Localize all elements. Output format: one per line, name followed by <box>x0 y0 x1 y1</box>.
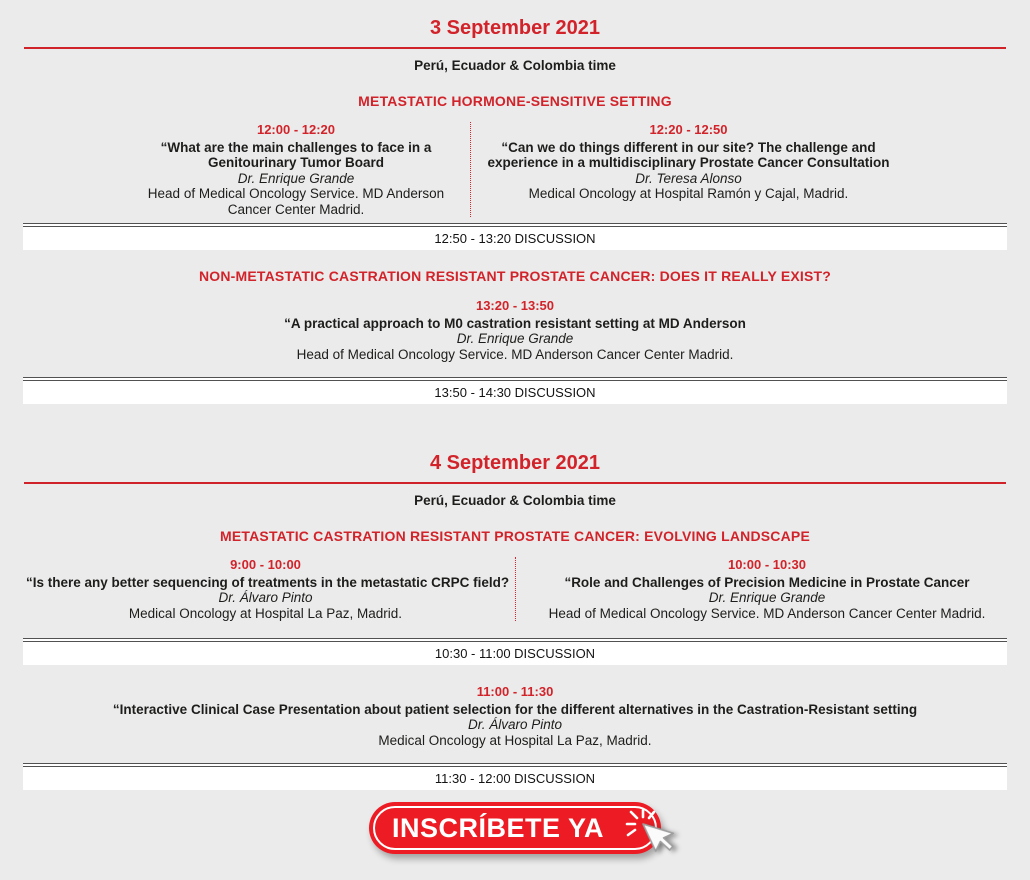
session-time: 12:20 - 12:50 <box>649 122 728 137</box>
timezone-label: Perú, Ecuador & Colombia time <box>414 58 616 73</box>
session-title: “What are the main challenges to face in a Genitourinary Tumor Board <box>160 139 432 170</box>
session-title: “Role and Challenges of Precision Medicine in Prostate Cancer <box>564 574 970 590</box>
session-speaker: Dr. Álvaro Pinto <box>467 717 563 732</box>
day-section-2 <box>0 451 1030 790</box>
session-row <box>0 122 1030 217</box>
track-heading: NON-METASTATIC CASTRATION RESISTANT PROSTATE CANCER: DOES IT REALLY EXIST? <box>198 268 832 284</box>
session-affiliation: Head of Medical Oncology Service. MD Anderson Cancer Center Madrid. <box>147 186 445 217</box>
session-speaker: Dr. Enrique Grande <box>708 590 826 605</box>
day-section-1 <box>0 16 1030 404</box>
session-row <box>0 557 1030 621</box>
click-burst-icon <box>627 810 654 835</box>
discussion-bar: 10:30 - 11:00 DISCUSSION <box>23 638 1007 665</box>
session-affiliation: Medical Oncology at Hospital La Paz, Madrid. <box>128 605 403 621</box>
register-label: INSCRÍBETE YA <box>391 812 605 843</box>
discussion-bar: 13:50 - 14:30 DISCUSSION <box>23 377 1007 404</box>
session-time: 11:00 - 11:30 <box>476 684 554 699</box>
day-title: 3 September 2021 <box>429 17 601 39</box>
register-area <box>0 802 1030 854</box>
session-time: 13:20 - 13:50 <box>475 298 555 313</box>
session-title: “Interactive Clinical Case Presentation about patient selection for the different alternatives in the Castration-Resistant setting <box>112 701 918 717</box>
session-card <box>0 684 1030 748</box>
day-title: 4 September 2021 <box>429 452 601 474</box>
session-affiliation: Head of Medical Oncology Service. MD Anderson Cancer Center Madrid. <box>548 605 986 621</box>
session-card <box>0 557 515 621</box>
session-time: 12:00 - 12:20 <box>256 122 336 137</box>
session-time: 9:00 - 10:00 <box>230 557 301 572</box>
track-heading: METASTATIC CASTRATION RESISTANT PROSTATE CANCER: EVOLVING LANDSCAPE <box>220 528 810 544</box>
discussion-bar: 11:30 - 12:00 DISCUSSION <box>23 763 1007 790</box>
session-affiliation: Medical Oncology at Hospital La Paz, Madrid. <box>378 732 652 748</box>
session-title: “A practical approach to M0 castration resistant setting at MD Anderson <box>284 315 746 331</box>
session-affiliation: Medical Oncology at Hospital Ramón y Cajal, Madrid. <box>528 186 849 201</box>
session-speaker: Dr. Enrique Grande <box>237 170 355 186</box>
session-card <box>0 122 470 217</box>
session-speaker: Dr. Teresa Alonso <box>635 170 742 186</box>
date-rule <box>24 482 1006 484</box>
session-speaker: Dr. Álvaro Pinto <box>218 590 313 605</box>
session-card <box>515 557 1030 621</box>
session-card <box>470 122 1030 217</box>
register-button[interactable] <box>369 802 661 854</box>
date-rule <box>24 47 1006 49</box>
cursor-arrow-icon <box>643 814 679 856</box>
track-heading: METASTATIC HORMONE-SENSITIVE SETTING <box>358 93 672 109</box>
session-affiliation: Head of Medical Oncology Service. MD Anderson Cancer Center Madrid. <box>296 346 734 362</box>
session-time: 10:00 - 10:30 <box>727 557 807 572</box>
discussion-bar: 12:50 - 13:20 DISCUSSION <box>23 223 1007 250</box>
session-title: “Can we do things different in our site? The challenge and experience in a multidisciplinary Prostate Cancer Consultation <box>487 139 890 170</box>
session-speaker: Dr. Enrique Grande <box>456 331 574 346</box>
timezone-label: Perú, Ecuador & Colombia time <box>414 493 616 508</box>
click-cursor-icon <box>623 808 675 870</box>
session-title: “Is there any better sequencing of treatments in the metastatic CRPC field? <box>26 574 510 590</box>
session-card <box>0 298 1030 362</box>
